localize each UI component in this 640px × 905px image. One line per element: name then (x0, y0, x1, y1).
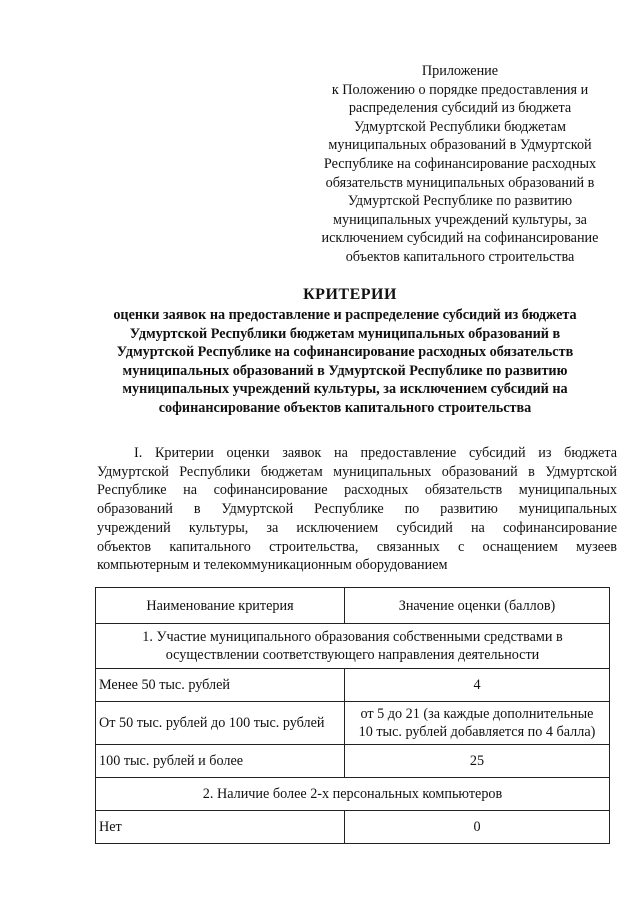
intro-line: учреждений культуры, за исключением субсидий на софинансирование (97, 519, 617, 536)
intro-line: образований в Удмуртской Республике по развитию муниципальных (97, 501, 617, 518)
appendix-line: Удмуртской Республике по развитию (347, 193, 573, 210)
criterion-value-cell (345, 702, 610, 745)
criterion-name-cell: От 50 тыс. рублей до 100 тыс. рублей (96, 702, 345, 745)
section-row (96, 778, 610, 811)
subtitle-line: муниципальных образований в Удмуртской Республике по развитию (122, 362, 568, 379)
intro-line: Удмуртской Республики бюджетам муниципальных образований в Удмуртской (97, 463, 617, 480)
appendix-line: муниципальных учреждений культуры, за (333, 211, 587, 228)
appendix-line: Республике на софинансирование расходных (323, 155, 597, 172)
value-line: 10 тыс. рублей добавляется по 4 балла) (358, 724, 596, 740)
criterion-name-cell: 100 тыс. рублей и более (96, 745, 345, 778)
section-2-heading: 2. Наличие более 2-х персональных компьютеров (96, 778, 610, 811)
section-row (96, 624, 610, 669)
section-1-line: 1. Участие муниципального образования собственными средствами в (142, 629, 563, 645)
intro-paragraph (97, 444, 617, 575)
intro-line: I. Критерии оценки заявок на предоставление субсидий из бюджета (134, 445, 617, 461)
table-row (96, 669, 610, 702)
criterion-name-cell: Менее 50 тыс. рублей (96, 669, 345, 702)
appendix-block (300, 62, 620, 267)
criterion-value-cell: 0 (345, 811, 610, 844)
criteria-table (95, 587, 610, 844)
document-title: КРИТЕРИИ (303, 286, 397, 303)
section-1-heading (96, 624, 610, 669)
value-line: от 5 до 21 (за каждые дополнительные (360, 706, 594, 722)
intro-line: объектов капитального строительства, связанных с оснащением музеев (97, 538, 617, 555)
appendix-line: объектов капитального строительства (345, 248, 575, 265)
appendix-line: муниципальных образований в Удмуртской (328, 137, 592, 154)
subtitle-line: Удмуртской Республики бюджетам муниципальных образований в (129, 325, 561, 342)
subtitle-line: оценки заявок на предоставление и распределение субсидий из бюджета (113, 307, 577, 323)
appendix-line: исключением субсидий на софинансирование (321, 230, 599, 247)
appendix-line: Приложение (421, 63, 499, 79)
criterion-value-cell: 4 (345, 669, 610, 702)
appendix-line: распределения субсидий из бюджета (348, 100, 572, 117)
document-subtitle (60, 306, 630, 418)
criterion-name-cell: Нет (96, 811, 345, 844)
appendix-line: Удмуртской Республики бюджетам (354, 118, 566, 135)
subtitle-line: муниципальных учреждений культуры, за исключением субсидий на (122, 381, 568, 398)
header-criterion-name: Наименование критерия (96, 588, 345, 624)
table-row (96, 702, 610, 745)
intro-line: компьютерным и телекоммуникационным оборудованием (97, 557, 448, 574)
header-score-value: Значение оценки (баллов) (345, 588, 610, 624)
section-1-line: осуществлении соответствующего направления деятельности (165, 647, 540, 663)
appendix-line: к Положению о порядке предоставления и (331, 81, 589, 98)
table-header-row (96, 588, 610, 624)
subtitle-line: Удмуртской Республике на софинансирование расходных обязательств (116, 344, 574, 361)
table-row (96, 745, 610, 778)
table-row (96, 811, 610, 844)
criterion-value-cell: 25 (345, 745, 610, 778)
intro-line: Республике на софинансирование расходных обязательств муниципальных (97, 482, 617, 499)
appendix-line: обязательств муниципальных образований в (325, 174, 595, 191)
subtitle-line: софинансирование объектов капитального строительства (158, 399, 532, 416)
